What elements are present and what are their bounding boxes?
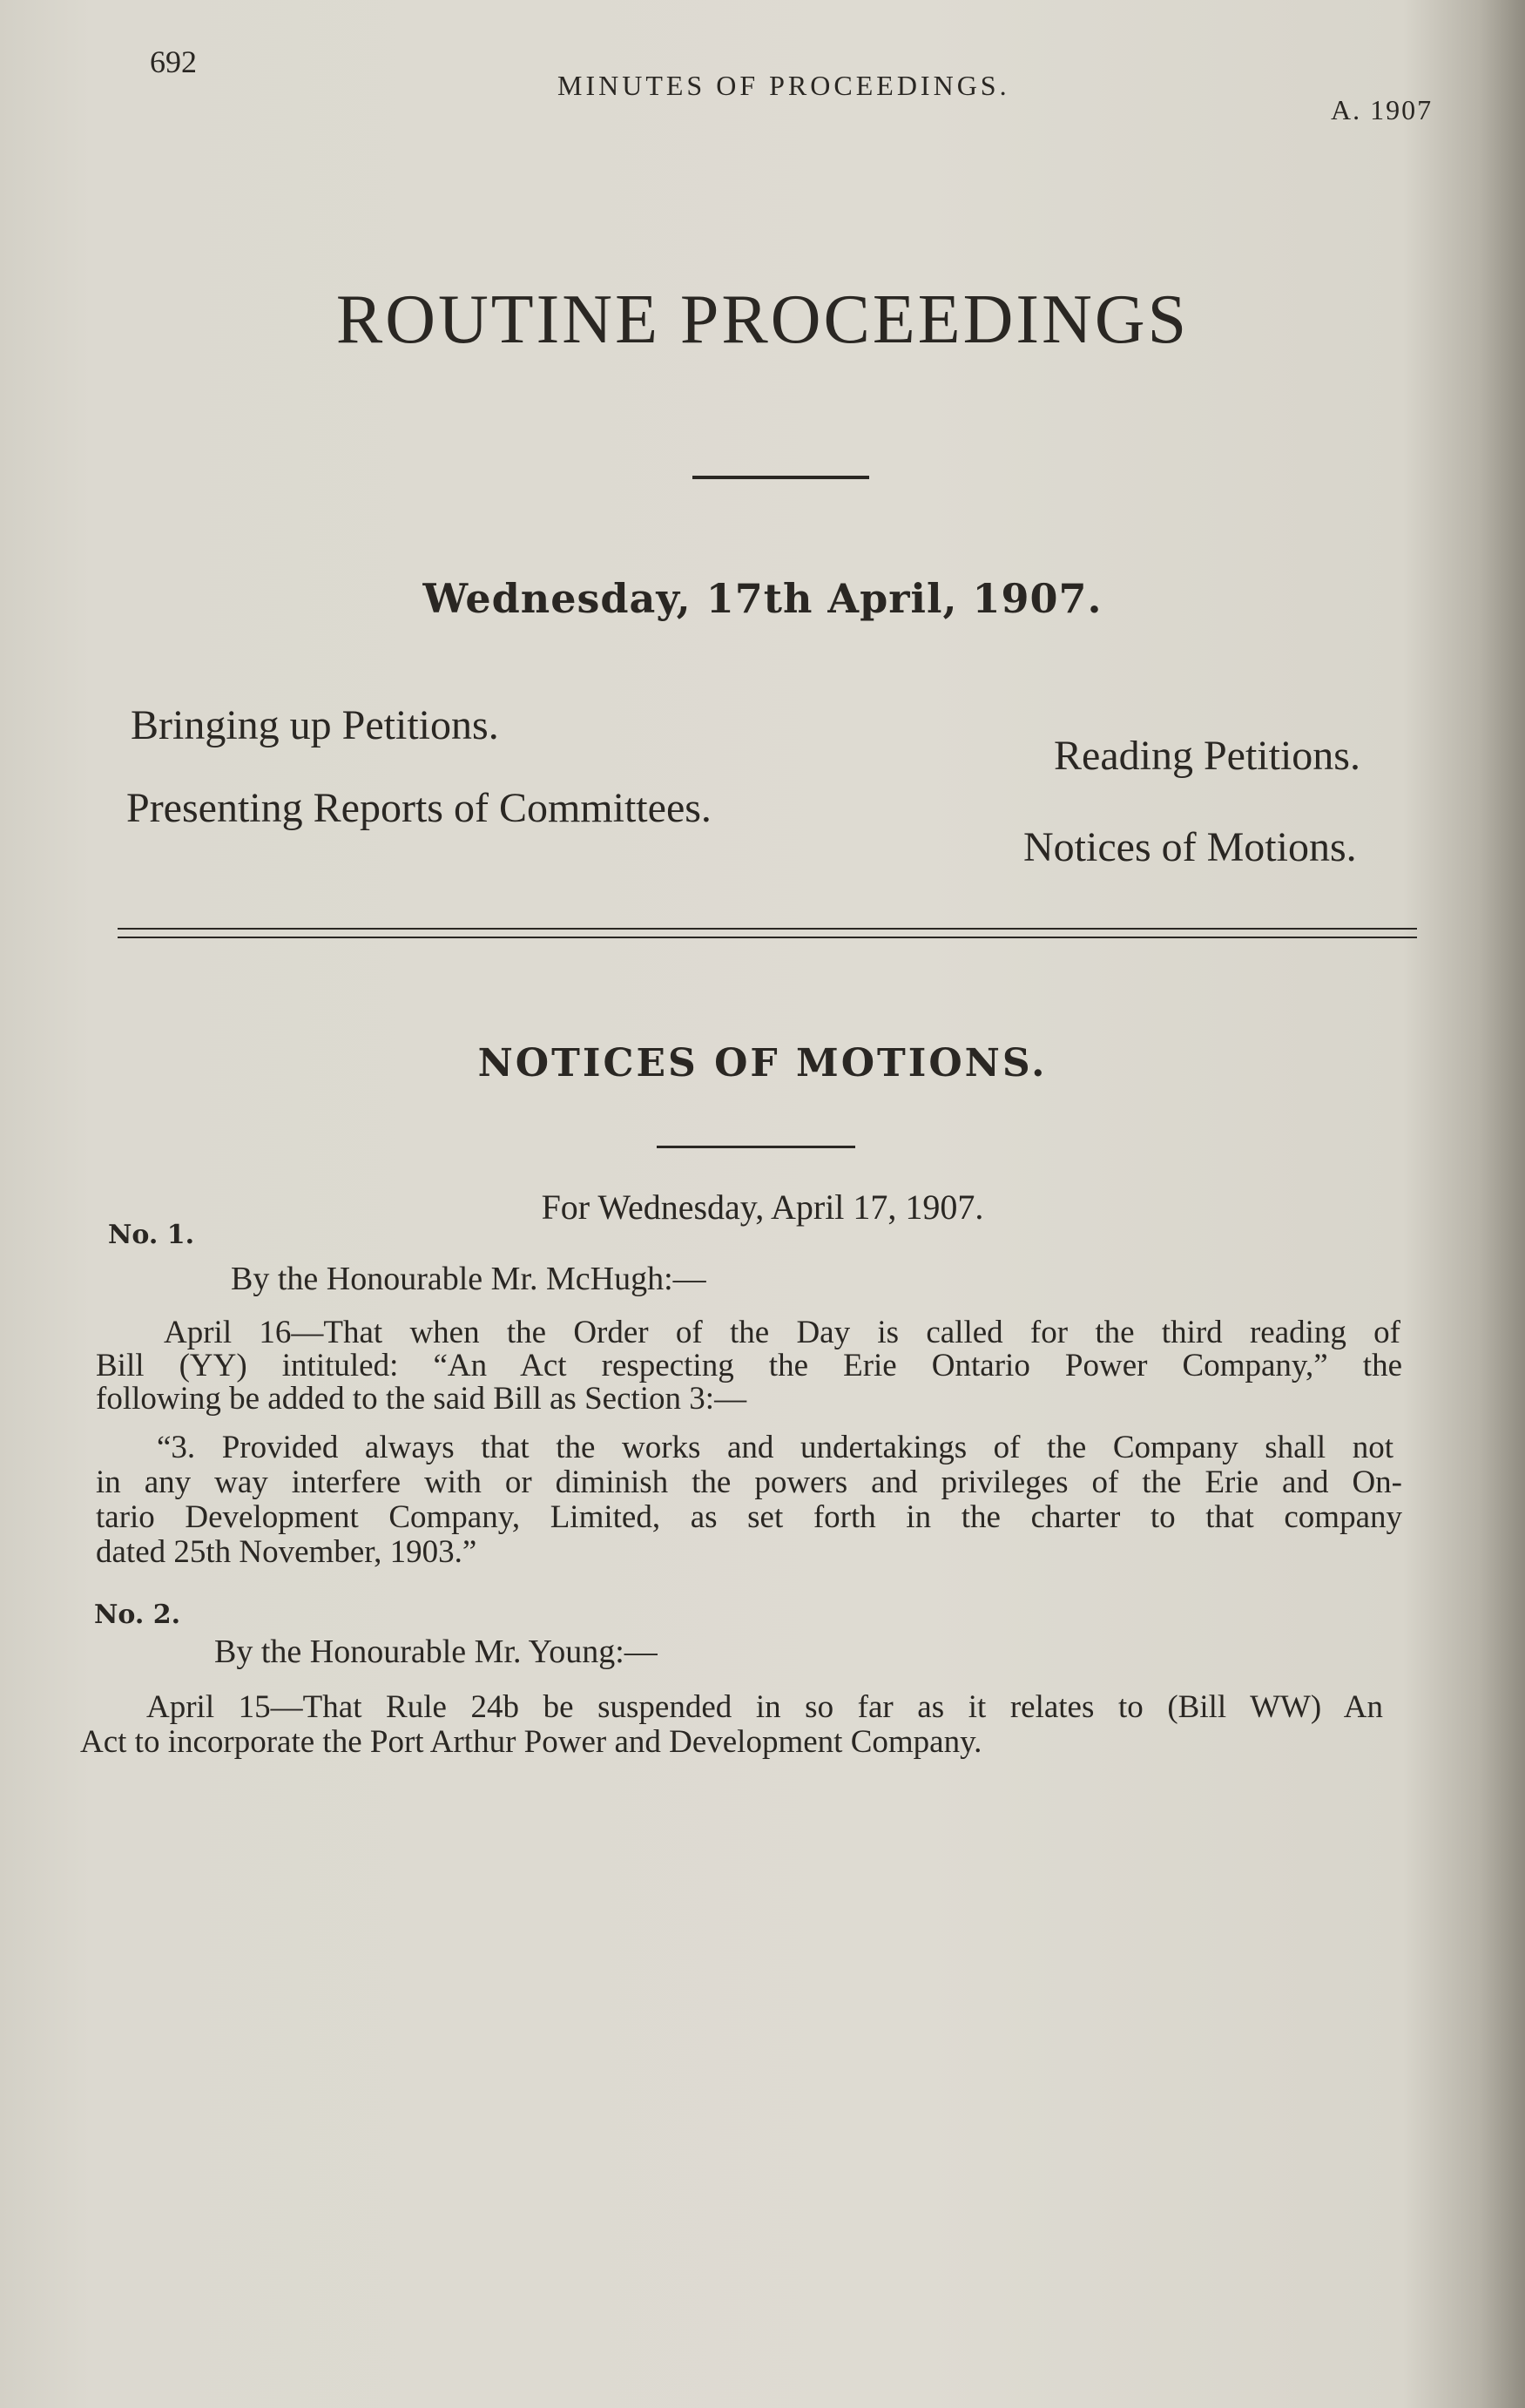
page-number: 692 [150,44,197,79]
motion-text-line: dated 25th November, 1903.” [96,1534,477,1570]
motion-number: No. 1. [108,1220,195,1250]
motion-mover: By the Honourable Mr. McHugh:— [231,1261,706,1297]
title-divider [692,476,869,479]
page-title: ROUTINE PROCEEDINGS [335,281,1190,358]
routine-item-bringing-up-petitions: Bringing up Petitions. [131,702,499,748]
motion-text-line: Bill (YY) intituled: “An Act respecting the Erie Ontario Power Company,” the [96,1348,1402,1383]
notices-for-date: For Wednesday, April 17, 1907. [541,1187,984,1227]
motion-text-line: in any way interfere with or diminish the powers and privileges of the Erie and On- [96,1464,1402,1500]
routine-item-notices-of-motions: Notices of Motions. [1023,824,1357,870]
date-heading: Wednesday, 17th April, 1907. [422,575,1103,622]
motion-text-line: tario Development Company, Limited, as set forth in the charter to that company [96,1499,1402,1535]
year-mark: A. 1907 [1331,94,1434,125]
motion-text-line: following be added to the said Bill as Section 3:— [96,1381,747,1417]
section-divider-top [118,928,1417,930]
motion-mover: By the Honourable Mr. Young:— [214,1634,658,1670]
motion-text-line: April 15—That Rule 24b be suspended in so far as it relates to (Bill WW) An [146,1689,1383,1725]
running-title: MINUTES OF PROCEEDINGS. [557,70,1010,101]
notices-divider [657,1146,855,1148]
motion-text-line: Act to incorporate the Port Arthur Power and Development Company. [80,1724,982,1760]
routine-item-reading-petitions: Reading Petitions. [1054,733,1360,779]
notices-heading: NOTICES OF MOTIONS. [477,1041,1048,1086]
motion-text-line: “3. Provided always that the works and undertakings of the Company shall not [157,1430,1393,1465]
section-divider-bottom [118,937,1417,938]
routine-item-presenting-reports: Presenting Reports of Committees. [126,785,712,831]
motion-text-line: April 16—That when the Order of the Day is called for the third reading of [164,1315,1400,1350]
motion-number: No. 2. [94,1600,181,1630]
